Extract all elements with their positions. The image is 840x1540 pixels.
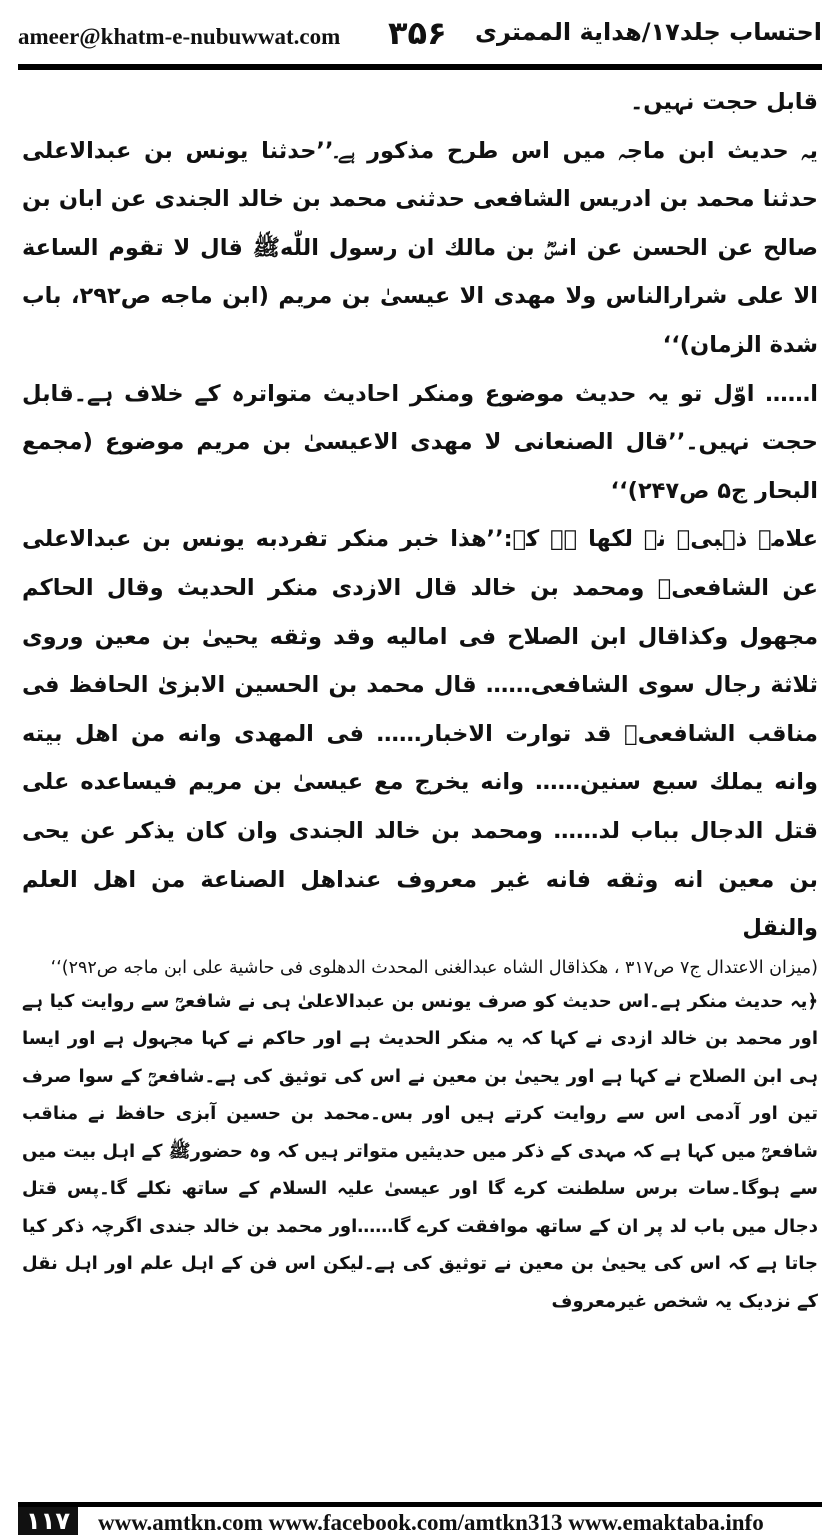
paragraph-translation: ﴿یہ حدیث منکر ہے۔اس حدیث کو صرف یونس بن عبدالاعلیٰ ہی نے شافعیؒ سے روایت کیا ہے اور محمد بن خالد ازدی نے کہا کہ یہ منکر الحدیث ہے اور حاکم نے کہا مجہول ہے اور ایسا ہی ابن الصلاح نے کہا ہے اور یحییٰ بن معین نے اس کی توثیق کی ہے۔شافعیؒ کے سوا صرف تین اور آدمی اس سے روایت کرتے ہیں اور بس۔محمد بن حسین آبزی حافظ نے مناقب شافعیؒ میں کہا ہے کہ مہدی کے ذکر میں حدیثیں متواتر ہیں کہ وہ حضورﷺ کے اہل بیت میں سے ہوگا۔سات برس سلطنت کرے گا اور عیسیٰ علیہ السلام کے ساتھ نکلے گا۔پس قتل دجال میں باب لد پر ان کے ساتھ موافقت کرے گا……اور محمد بن خالد جندی اگرچہ ذکر کیا جاتا ہے کہ اس کی یحییٰ بن معین نے توثیق کی ہے۔لیکن اس فن کے اہل علم اور اہل نقل کے نزدیک یہ شخص غیرمعروف: [22, 990, 819, 1312]
paragraph-hadith: یہ حدیث ابن ماجہ میں اس طرح مذکور ہے۔’’حدثنا یونس بن عبدالاعلی حدثنا محمد بن ادریس الشافعی حدثنی محمد بن خالد الجندی عن ابان بن صالح عن الحسن عن انسؓ بن مالك ان رسول اللّٰهﷺ قال لا تقوم الساعة الا علی شرارالناس ولا مهدی الا عیسیٰ بن مریم (ابن ماجه ص۲۹۲، باب شدة الزمان)‘‘: [22, 137, 818, 358]
footer-links: www.amtkn.com www.facebook.com/amtkn313 www.emaktaba.info: [98, 1510, 764, 1535]
footer-rule: [18, 1502, 822, 1507]
page-header: [18, 12, 822, 62]
footer-page-number: ۱۱۷: [18, 1507, 78, 1535]
paragraph-point-1: ا…… اوّل تو یہ حدیث موضوع ومنکر احادیث متواترہ کے خلاف ہے۔قابل حجت نہیں۔’’قال الصنعانی لا مهدی الاعیسیٰ بن مریم موضوع (مجمع البحار ج۵ ص۲۴۷)‘‘: [22, 380, 818, 504]
book-title: احتساب جلد۱۷/هداية الممترى: [474, 18, 822, 46]
header-email: ameer@khatm-e-nubuwwat.com: [18, 24, 341, 49]
page-number: ۳۵۶: [388, 14, 447, 52]
paragraph-dhahabi: علامہ ذہبیؒ نے لکھا ہے کہ:’’هذا خبر منکر تفردبه یونس بن عبدالاعلی عن الشافعیؒ ومحمد بن خالد قال الازدی منکر الحدیث وقال الحاکم مجهول وکذاقال ابن الصلاح فی امالیه وقد وثقه یحییٰ بن معین وروی ثلاثة رجال سوی الشافعی…… قال محمد بن الحسین الابزیٰ الحافظ فی مناقب الشافعیؒ قد توارت الاخبار…… فی المهدی وانه من اهل بیته وانه یملك سبع سنین…… وانه یخرج مع عیسیٰ بن مریم فیساعده علی قتل الدجال بباب لد…… ومحمد بن خالد الجندی وان کان یذکر عن یحی بن معین انه وثقه فانه غیر معروف عنداهل الصناعة من اهل العلم والنقل: [22, 526, 818, 942]
header-rule: [18, 64, 822, 70]
page-content: [22, 78, 818, 1320]
paragraph-reference: (میزان الاعتدال ج۷ ص۳۱۷ ، هکذاقال الشاه عبدالغنی المحدث الدهلوی فی حاشیة علی ابن ماجه ص۲۹۲)‘‘: [50, 957, 818, 978]
content-line-1: قابل حجت نہیں۔: [630, 89, 818, 115]
